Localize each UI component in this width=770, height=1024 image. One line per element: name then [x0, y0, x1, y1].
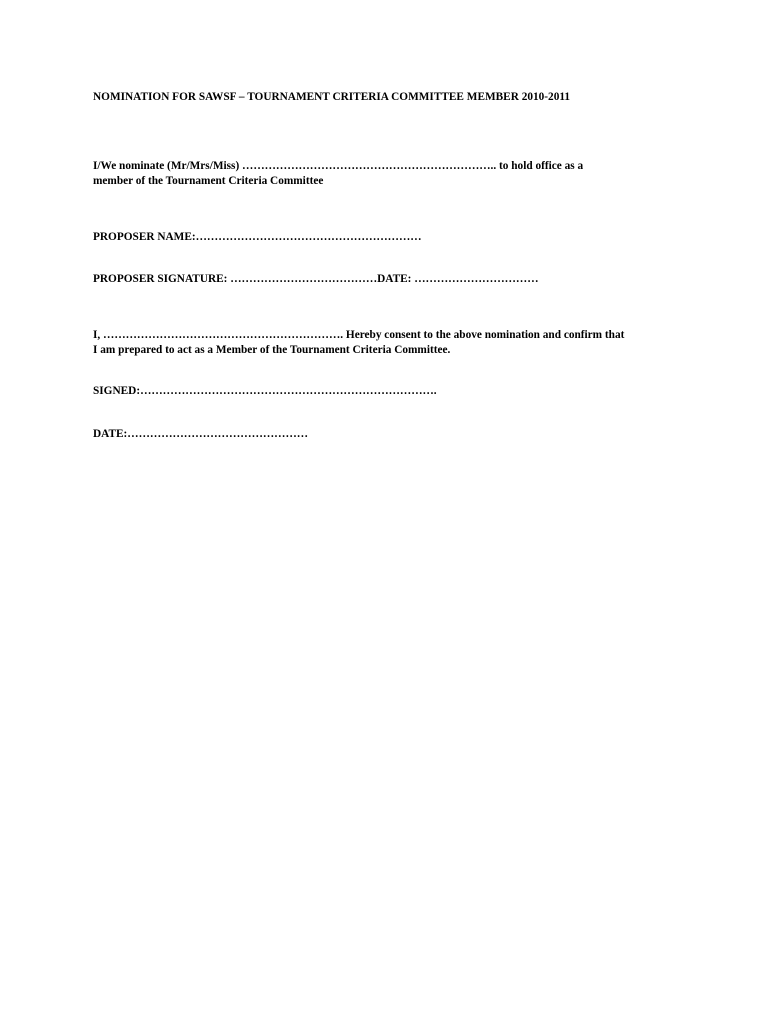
consent-line-2: I am prepared to act as a Member of the Tournament Criteria Committee. [93, 344, 451, 356]
signed-field: SIGNED:……………………………………………………………………. [93, 385, 437, 397]
nomination-line-1: I/We nominate (Mr/Mrs/Miss) ………………………………………………………….. to hold office as a [93, 160, 584, 172]
document-title: NOMINATION FOR SAWSF – TOURNAMENT CRITERIA COMMITTEE MEMBER 2010-2011 [93, 91, 571, 103]
date-field: DATE:………………………………………… [93, 428, 309, 440]
proposer-signature-field: PROPOSER SIGNATURE: …………………………………DATE: …………………………… [93, 273, 539, 285]
nomination-line-2: member of the Tournament Criteria Committee [93, 175, 324, 187]
proposer-name-field: PROPOSER NAME:…………………………………………………… [93, 231, 422, 243]
consent-line-1: I, ………………………………………………………. Hereby consent to the above nomination and confirm that [93, 329, 625, 341]
